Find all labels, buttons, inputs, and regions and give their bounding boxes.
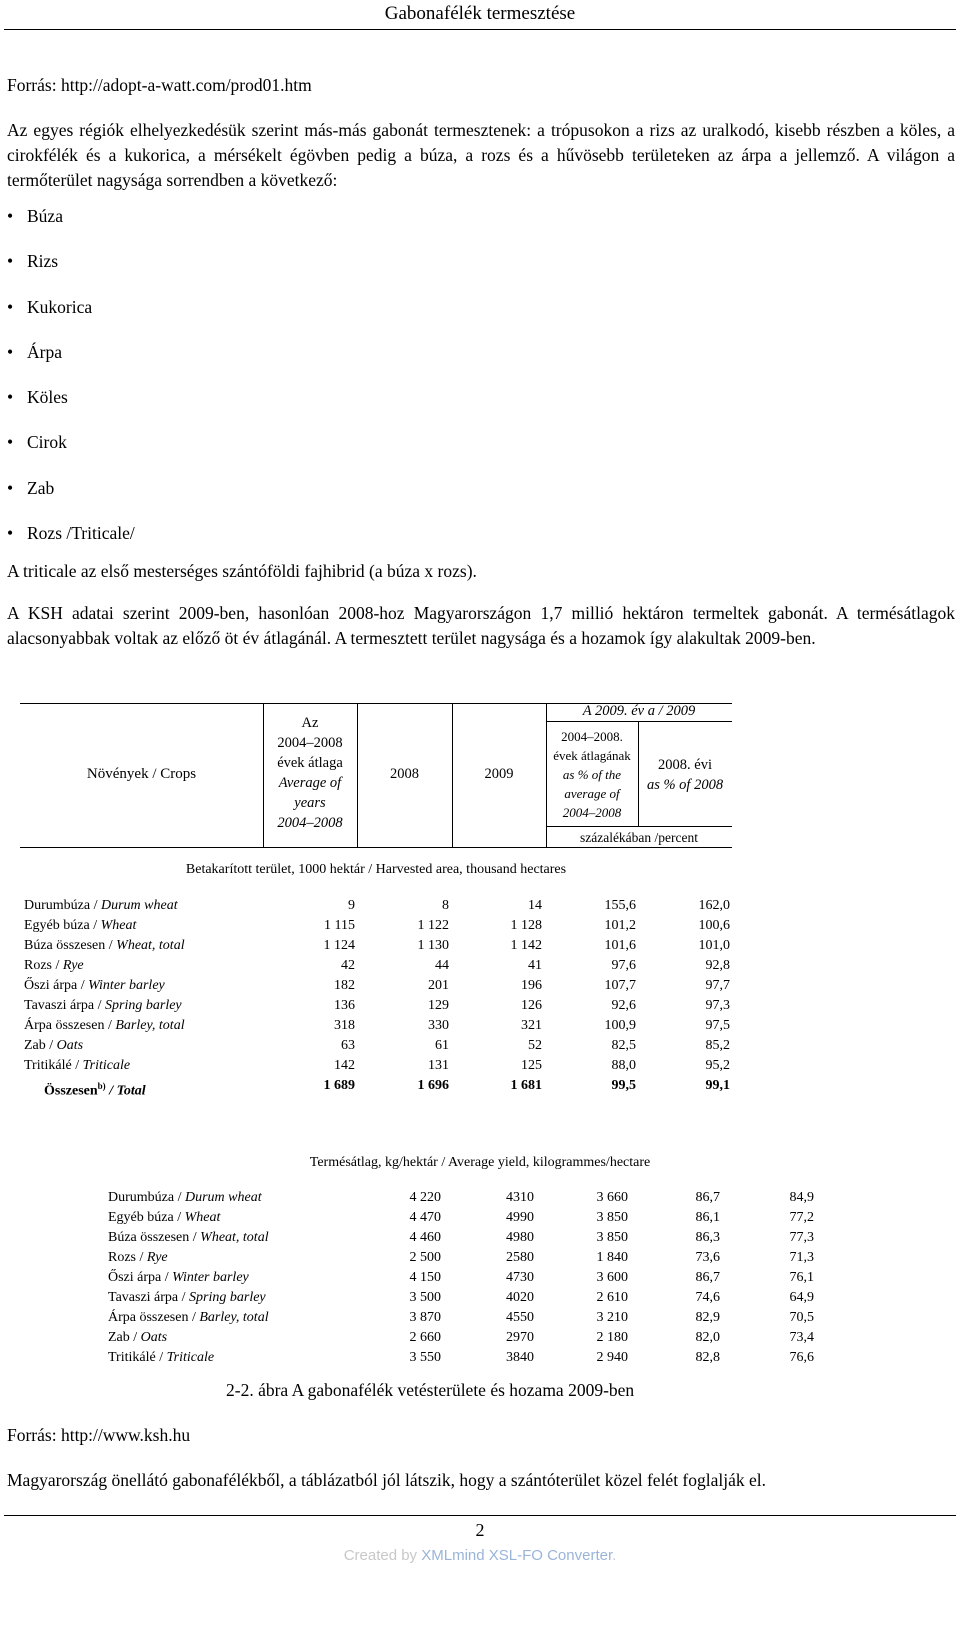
total-value: 1 681 <box>510 1078 542 1093</box>
avg-header <box>263 713 357 833</box>
list-item <box>7 476 135 521</box>
cell-value: 100,6 <box>698 918 730 933</box>
cell-value: 88,0 <box>611 1058 636 1073</box>
area-section-title: Betakarított terület, 1000 hektár / Harvested area, thousand hectares <box>185 862 567 877</box>
header-rule <box>4 29 956 30</box>
table-row <box>108 1228 818 1248</box>
cell-value: 52 <box>528 1038 542 1053</box>
cell-value: 107,7 <box>604 978 636 993</box>
row-label: Tritikálé / Triticale <box>108 1350 215 1365</box>
cell-value: 2 660 <box>409 1330 441 1345</box>
cell-value: 82,0 <box>695 1330 720 1345</box>
cell-value: 97,7 <box>705 978 730 993</box>
bullet-text: Rizs <box>27 251 59 272</box>
cell-value: 155,6 <box>604 898 636 913</box>
cell-value: 82,8 <box>695 1350 720 1365</box>
header-line: as % of 2008 <box>646 777 724 793</box>
cell-value: 3 870 <box>409 1310 441 1325</box>
cell-value: 125 <box>521 1058 542 1073</box>
cell-value: 4 460 <box>409 1230 441 1245</box>
intro-paragraph: Az egyes régiók elhelyezkedésük szerint más-más gabonát termesztenek: a trópusokon a rizs az uralkodó, kisebb részben a köles, a cirokfélék és a kukorica, a mérsékelt égövben pedig a búza, a rozs és a hűvösebb területeken az árpa a jellemző. A világon a termőterület nagysága sorrendben a következő: <box>7 120 955 190</box>
cell-value: 82,9 <box>695 1310 720 1325</box>
cell-value: 126 <box>521 998 542 1013</box>
cell-value: 330 <box>428 1018 449 1033</box>
bullet-text: Köles <box>27 387 68 408</box>
cell-value: 41 <box>528 958 542 973</box>
bullet-text: Árpa <box>27 341 62 362</box>
cell-value: 77,2 <box>789 1210 814 1225</box>
year-2008-header: 2008 <box>390 766 419 782</box>
bullet-icon: • <box>7 296 14 317</box>
row-label: Durumbúza / Durum wheat <box>108 1190 262 1205</box>
cell-value: 1 130 <box>417 938 449 953</box>
cell-value: 86,7 <box>695 1270 720 1285</box>
crops-header: Növények / Crops <box>86 766 197 782</box>
bullet-icon: • <box>7 341 14 362</box>
cell-value: 4 220 <box>409 1190 441 1205</box>
cell-value: 77,3 <box>789 1230 814 1245</box>
total-value: 1 689 <box>323 1078 355 1093</box>
bullet-icon: • <box>7 206 14 226</box>
bullet-icon: • <box>7 251 14 272</box>
cell-value: 3840 <box>506 1350 534 1365</box>
table-row <box>108 1248 818 1268</box>
table-row <box>24 996 734 1016</box>
cell-value: 318 <box>334 1018 355 1033</box>
pct-avg-header <box>546 727 638 822</box>
cell-value: 73,6 <box>695 1250 720 1265</box>
list-item <box>7 430 135 475</box>
cell-value: 2 500 <box>409 1250 441 1265</box>
figure-caption: 2-2. ábra A gabonafélék vetésterülete és hozama 2009-ben <box>226 1380 635 1400</box>
cell-value: 3 850 <box>596 1230 628 1245</box>
header-line: Average of <box>278 775 342 791</box>
cell-value: 3 850 <box>596 1210 628 1225</box>
cell-value: 3 210 <box>596 1310 628 1325</box>
table-row <box>108 1328 818 1348</box>
cell-value: 1 115 <box>324 918 355 933</box>
row-label: Tavaszi árpa / Spring barley <box>24 998 182 1013</box>
table-row <box>108 1268 818 1288</box>
source-note: Forrás: http://adopt-a-watt.com/prod01.htm <box>7 75 312 95</box>
bullet-text: Búza <box>27 206 63 226</box>
closing-paragraph: Magyarország önellátó gabonafélékből, a táblázatból jól látszik, hogy a szántóterület közel felét foglalják el. <box>7 1470 767 1490</box>
cell-value: 4980 <box>506 1230 534 1245</box>
cell-value: 101,0 <box>698 938 730 953</box>
cell-value: 2 610 <box>596 1290 628 1305</box>
table-row <box>24 936 734 956</box>
cell-value: 1 840 <box>596 1250 628 1265</box>
cell-value: 8 <box>442 898 449 913</box>
table-row <box>108 1308 818 1328</box>
row-label: Rozs / Rye <box>108 1250 168 1265</box>
cell-value: 1 122 <box>417 918 449 933</box>
cell-value: 2580 <box>506 1250 534 1265</box>
footer-prefix: Created by <box>343 1547 422 1564</box>
header-line: évek átlagának <box>553 748 631 763</box>
crop-list <box>7 204 135 566</box>
list-item <box>7 385 135 430</box>
bullet-icon: • <box>7 523 14 544</box>
cell-value: 129 <box>428 998 449 1013</box>
header-line: 2004–2008. <box>561 729 623 744</box>
cell-value: 4550 <box>506 1310 534 1325</box>
cell-value: 92,6 <box>611 998 636 1013</box>
cell-value: 97,5 <box>705 1018 730 1033</box>
cell-value: 84,9 <box>789 1190 814 1205</box>
header-line: 2004–2008 <box>562 805 622 820</box>
table-row <box>24 1016 734 1036</box>
bullet-text: Rozs /Triticale/ <box>27 523 135 544</box>
cell-value: 2 180 <box>596 1330 628 1345</box>
percent-header: százalékában /percent <box>579 830 699 845</box>
row-label: Tavaszi árpa / Spring barley <box>108 1290 266 1305</box>
table-row <box>24 916 734 936</box>
cell-value: 44 <box>435 958 449 973</box>
cell-value: 4 470 <box>409 1210 441 1225</box>
ksh-paragraph: A KSH adatai szerint 2009-ben, hasonlóan 2008-hoz Magyarországon 1,7 millió hektáron termeltek gabonát. A termésátlagok alacsonyabbak voltak az előző öt év átlagánál. A termesztett terület nagysága és a hozamok így alakultak 2009-ben. <box>7 603 955 648</box>
total-value: 99,5 <box>611 1078 636 1093</box>
list-item <box>7 249 135 294</box>
cell-value: 74,6 <box>695 1290 720 1305</box>
year-2009-header: 2009 <box>484 766 514 782</box>
total-value: 99,1 <box>705 1078 730 1093</box>
list-item <box>7 295 135 340</box>
cell-value: 3 600 <box>596 1270 628 1285</box>
header-line: 2004–2008 <box>277 735 343 751</box>
row-label: Árpa összesen / Barley, total <box>24 1018 185 1033</box>
table-row <box>108 1288 818 1308</box>
bullet-text: Cirok <box>27 432 67 453</box>
cell-value: 95,2 <box>705 1058 730 1073</box>
cell-value: 1 128 <box>510 918 542 933</box>
table-row <box>108 1348 818 1368</box>
cell-value: 136 <box>334 998 355 1013</box>
yield-section-title: Termésátlag, kg/hektár / Average yield, kilogrammes/hectare <box>309 1155 651 1170</box>
footer-credit <box>0 1547 960 1564</box>
total-value: 1 696 <box>417 1078 449 1093</box>
cell-value: 3 550 <box>409 1350 441 1365</box>
table-row <box>24 896 734 916</box>
table-row <box>24 976 734 996</box>
cell-value: 76,1 <box>789 1270 814 1285</box>
cell-value: 182 <box>334 978 355 993</box>
cell-value: 101,2 <box>604 918 636 933</box>
cell-value: 4310 <box>506 1190 534 1205</box>
cell-value: 63 <box>341 1038 355 1053</box>
cell-value: 86,1 <box>695 1210 720 1225</box>
total-row <box>24 1076 734 1099</box>
list-item <box>7 204 135 249</box>
row-label: Zab / Oats <box>108 1330 168 1345</box>
row-label: Őszi árpa / Winter barley <box>108 1270 249 1285</box>
cell-value: 14 <box>528 898 542 913</box>
row-label: Árpa összesen / Barley, total <box>108 1310 269 1325</box>
cell-value: 85,2 <box>705 1038 730 1053</box>
cell-value: 9 <box>348 898 355 913</box>
bullet-text: Zab <box>27 477 55 498</box>
cell-value: 61 <box>435 1038 449 1053</box>
row-label: Tritikálé / Triticale <box>24 1058 131 1073</box>
header-line: average of <box>564 786 620 801</box>
table-row <box>108 1188 818 1208</box>
cell-value: 1 142 <box>510 938 542 953</box>
cell-value: 142 <box>334 1058 355 1073</box>
cell-value: 71,3 <box>789 1250 814 1265</box>
cell-value: 201 <box>428 978 449 993</box>
total-label: Összesen$^{b)}$ / Total <box>44 1081 146 1099</box>
footer-rule <box>4 1515 956 1516</box>
header-line: Az <box>301 715 319 731</box>
cell-value: 321 <box>521 1018 542 1033</box>
cell-value: 3 500 <box>409 1290 441 1305</box>
cell-value: 4 150 <box>409 1270 441 1285</box>
bullet-icon: • <box>7 432 14 453</box>
cell-value: 64,9 <box>789 1290 814 1305</box>
cell-value: 73,4 <box>789 1330 814 1345</box>
cell-value: 162,0 <box>698 898 730 913</box>
header-line: years <box>294 795 326 811</box>
cell-value: 2970 <box>506 1330 534 1345</box>
cell-value: 70,5 <box>789 1310 814 1325</box>
row-label: Durumbúza / Durum wheat <box>24 898 178 913</box>
group-header: A 2009. év a / 2009 <box>582 703 696 719</box>
cell-value: 86,7 <box>695 1190 720 1205</box>
cell-value: 4990 <box>506 1210 534 1225</box>
header-line: évek átlaga <box>277 755 343 771</box>
page-number: 2 <box>475 1520 485 1540</box>
cell-value: 82,5 <box>611 1038 636 1053</box>
cell-value: 1 124 <box>323 938 355 953</box>
yield-table <box>108 1188 818 1368</box>
table-row <box>24 1056 734 1076</box>
header-line: 2004–2008 <box>277 815 343 831</box>
row-label: Zab / Oats <box>24 1038 84 1053</box>
table-row <box>108 1208 818 1228</box>
cell-value: 101,6 <box>604 938 636 953</box>
cell-value: 76,6 <box>789 1350 814 1365</box>
row-label: Búza összesen / Wheat, total <box>24 938 185 953</box>
header-line: as % of the <box>562 767 622 782</box>
cell-value: 131 <box>428 1058 449 1073</box>
bullet-text: Kukorica <box>27 296 93 317</box>
header-line: 2008. évi <box>658 757 712 773</box>
row-label: Egyéb búza / Wheat <box>108 1210 221 1225</box>
footer-suffix: . <box>612 1547 617 1564</box>
row-label: Rozs / Rye <box>24 958 84 973</box>
cell-value: 100,9 <box>604 1018 636 1033</box>
cell-value: 2 940 <box>596 1350 628 1365</box>
bullet-icon: • <box>7 477 14 498</box>
cell-value: 4020 <box>506 1290 534 1305</box>
cell-value: 3 660 <box>596 1190 628 1205</box>
triticale-paragraph: A triticale az első mesterséges szántóföldi fajhibrid (a búza x rozs). <box>7 561 477 581</box>
cell-value: 196 <box>521 978 542 993</box>
pct-2008-header <box>638 755 732 795</box>
row-label: Egyéb búza / Wheat <box>24 918 137 933</box>
running-header: Gabonafélék termesztése <box>384 3 576 24</box>
table-row <box>24 1036 734 1056</box>
footer-converter-link[interactable]: XMLmind XSL-FO Converter <box>421 1547 613 1564</box>
cell-value: 97,6 <box>611 958 636 973</box>
list-item <box>7 340 135 385</box>
bullet-icon: • <box>7 387 14 408</box>
cell-value: 92,8 <box>705 958 730 973</box>
cell-value: 97,3 <box>705 998 730 1013</box>
area-table <box>24 896 734 1099</box>
cell-value: 86,3 <box>695 1230 720 1245</box>
source-ksh: Forrás: http://www.ksh.hu <box>7 1425 191 1445</box>
cell-value: 42 <box>341 958 355 973</box>
row-label: Őszi árpa / Winter barley <box>24 978 165 993</box>
table-row <box>24 956 734 976</box>
cell-value: 4730 <box>506 1270 534 1285</box>
row-label: Búza összesen / Wheat, total <box>108 1230 269 1245</box>
